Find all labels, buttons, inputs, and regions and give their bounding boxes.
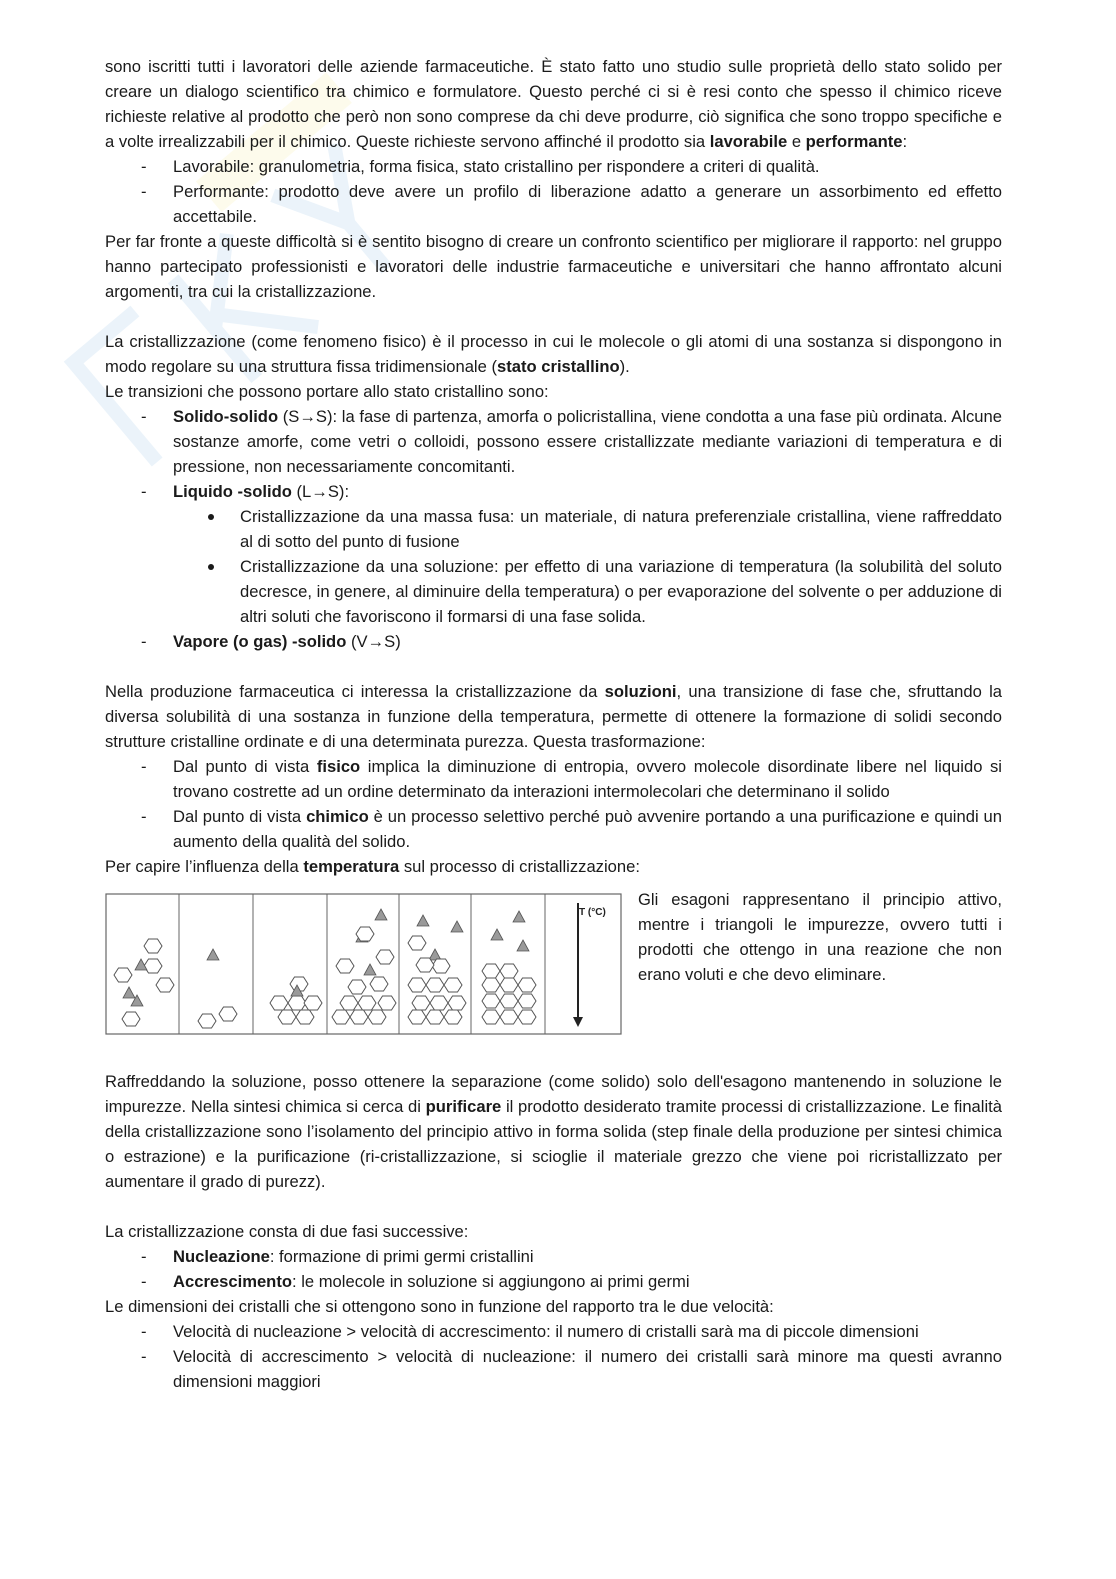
paragraph-phases-intro: La cristallizzazione consta di due fasi successive: [105, 1222, 469, 1241]
list-item: - Solido-solido (S→S): la fase di partenza, amorfa o policristallina, viene condotta a una fase più ordinata. Alcune sostanze amorfe, come vetri o colloidi, possono essere cristallizzate mediante variazioni di temperatura e di pressione, non necessariamente concomitanti. [105, 404, 1002, 479]
figure-caption: Gli esagoni rappresentano il principio attivo, mentre i triangoli le impurezze, ovvero tutti i prodotti che ottengo in una reazione che non erano voluti e che devo eliminare. [638, 890, 1002, 984]
paragraph-dimensions: Le dimensioni dei cristalli che si ottengono sono in funzione del rapporto tra le due velocità: [105, 1297, 774, 1316]
list-phases [105, 1244, 1002, 1294]
axis-label: T (°C) [579, 907, 606, 918]
document-page [105, 54, 1002, 1394]
paragraph-temperature: Per capire l’influenza della temperatura sul processo di cristallizzazione: [105, 857, 640, 876]
list-velocities [105, 1319, 1002, 1394]
paragraph-definition: La cristallizzazione (come fenomeno fisico) è il processo in cui le molecole o gli atomi di una sostanza si dispongono in modo regolare su una struttura fissa tridimensionale (stato cristallino). [105, 332, 1002, 376]
paragraph-transitions-intro: Le transizioni che possono portare allo stato cristallino sono: [105, 382, 549, 401]
list-item: - Liquido -solido (L→S): Cristallizzazione da una massa fusa: un materiale, di natura preferenziale cristallina, viene raffreddato al di sotto del punto di fusione Cristallizzazione da una soluzione: per effetto di una variazione di temperatura (la solubilità del soluto decresce, in genere, al diminuire della temperatura) o per evaporazione del solvente o per adduzione di altri soluti che favoriscono il formarsi di una fase solida. [105, 479, 1002, 629]
figure-row [105, 890, 1002, 1035]
list-transitions [105, 404, 1002, 654]
list-item: - Dal punto di vista chimico è un processo selettivo perché può avvenire portando a una purificazione e quindi un aumento della qualità del solido. [105, 804, 1002, 854]
list-item: - Performante: prodotto deve avere un profilo di liberazione adatto a generare un assorbimento ed effetto accettabile. [105, 179, 1002, 229]
list-item: - Velocità di nucleazione > velocità di accrescimento: il numero di cristalli sarà ma di piccole dimensioni [105, 1319, 1002, 1344]
list-item: - Velocità di accrescimento > velocità di nucleazione: il numero dei cristalli sarà minore ma questi avranno dimensioni maggiori [105, 1344, 1002, 1394]
list-item: - Accrescimento: le molecole in soluzione si aggiungono ai primi germi [105, 1269, 1002, 1294]
list-requirements [105, 154, 1002, 229]
sublist-item: Cristallizzazione da una soluzione: per effetto di una variazione di temperatura (la solubilità del soluto decresce, in genere, al diminuire della temperatura) o per evaporazione del solvente o per adduzione di altri soluti che favoriscono il formarsi di una fase solida. [173, 554, 1002, 629]
paragraph-intro: sono iscritti tutti i lavoratori delle aziende farmaceutiche. È stato fatto uno studio sulle proprietà dello stato solido per creare un dialogo scientifico tra chimico e formulatore. Questo perché ci si è resi conto che spesso il chimico riceve richieste relative al prodotto che però non sono comprese da chi deve produrre, ciò significa che sono troppo specifiche e a volte irrealizzabili per il chimico. Queste richieste servono affinché il prodotto sia lavorabile e performante: [105, 57, 1002, 151]
list-item: - Lavorabile: granulometria, forma fisica, stato cristallino per rispondere a criteri di qualità. [105, 154, 1002, 179]
crystallization-diagram [105, 893, 622, 1035]
paragraph-comparison: Per far fronte a queste difficoltà si è sentito bisogno di creare un confronto scientifico per migliorare il rapporto: nel gruppo hanno partecipato professionisti e lavoratori delle industrie farmaceutiche e universitari che hanno affrontato alcuni argomenti, tra cui la cristallizzazione. [105, 232, 1002, 301]
list-item: - Nucleazione: formazione di primi germi cristallini [105, 1244, 1002, 1269]
paragraph-cooling: Raffreddando la soluzione, posso ottenere la separazione (come solido) solo dell'esagono mantenendo in soluzione le impurezze. Nella sintesi chimica si cerca di purificare il prodotto desiderato tramite processi di cristallizzazione. Le finalità della cristallizzazione sono l’isolamento del principio attivo in forma solida (step finale della produzione per sintesi chimica o estrazione) e la purificazione (ri-cristallizzazione, si scioglie il materiale grezzo che viene poi ricristallizzato per aumentare il grado di purezz). [105, 1072, 1002, 1191]
sublist-item: Cristallizzazione da una massa fusa: un materiale, di natura preferenziale cristallina, viene raffreddato al di sotto del punto di fusione [173, 504, 1002, 554]
paragraph-pharma: Nella produzione farmaceutica ci interessa la cristallizzazione da soluzioni, una transizione di fase che, sfruttando la diversa solubilità di una sostanza in funzione della temperatura, permette di ottenere la formazione di solidi secondo strutture cristalline ordinate e di una determinata purezza. Questa trasformazione: [105, 682, 1002, 751]
list-item: - Dal punto di vista fisico implica la diminuzione di entropia, ovvero molecole disordinate libere nel liquido si trovano costrette ad un ordine determinato da interazioni intermolecolari che determinano il solido [105, 754, 1002, 804]
list-viewpoints [105, 754, 1002, 854]
sublist-liquid-solid [173, 504, 1002, 629]
list-item: - Vapore (o gas) -solido (V→S) [105, 629, 1002, 654]
